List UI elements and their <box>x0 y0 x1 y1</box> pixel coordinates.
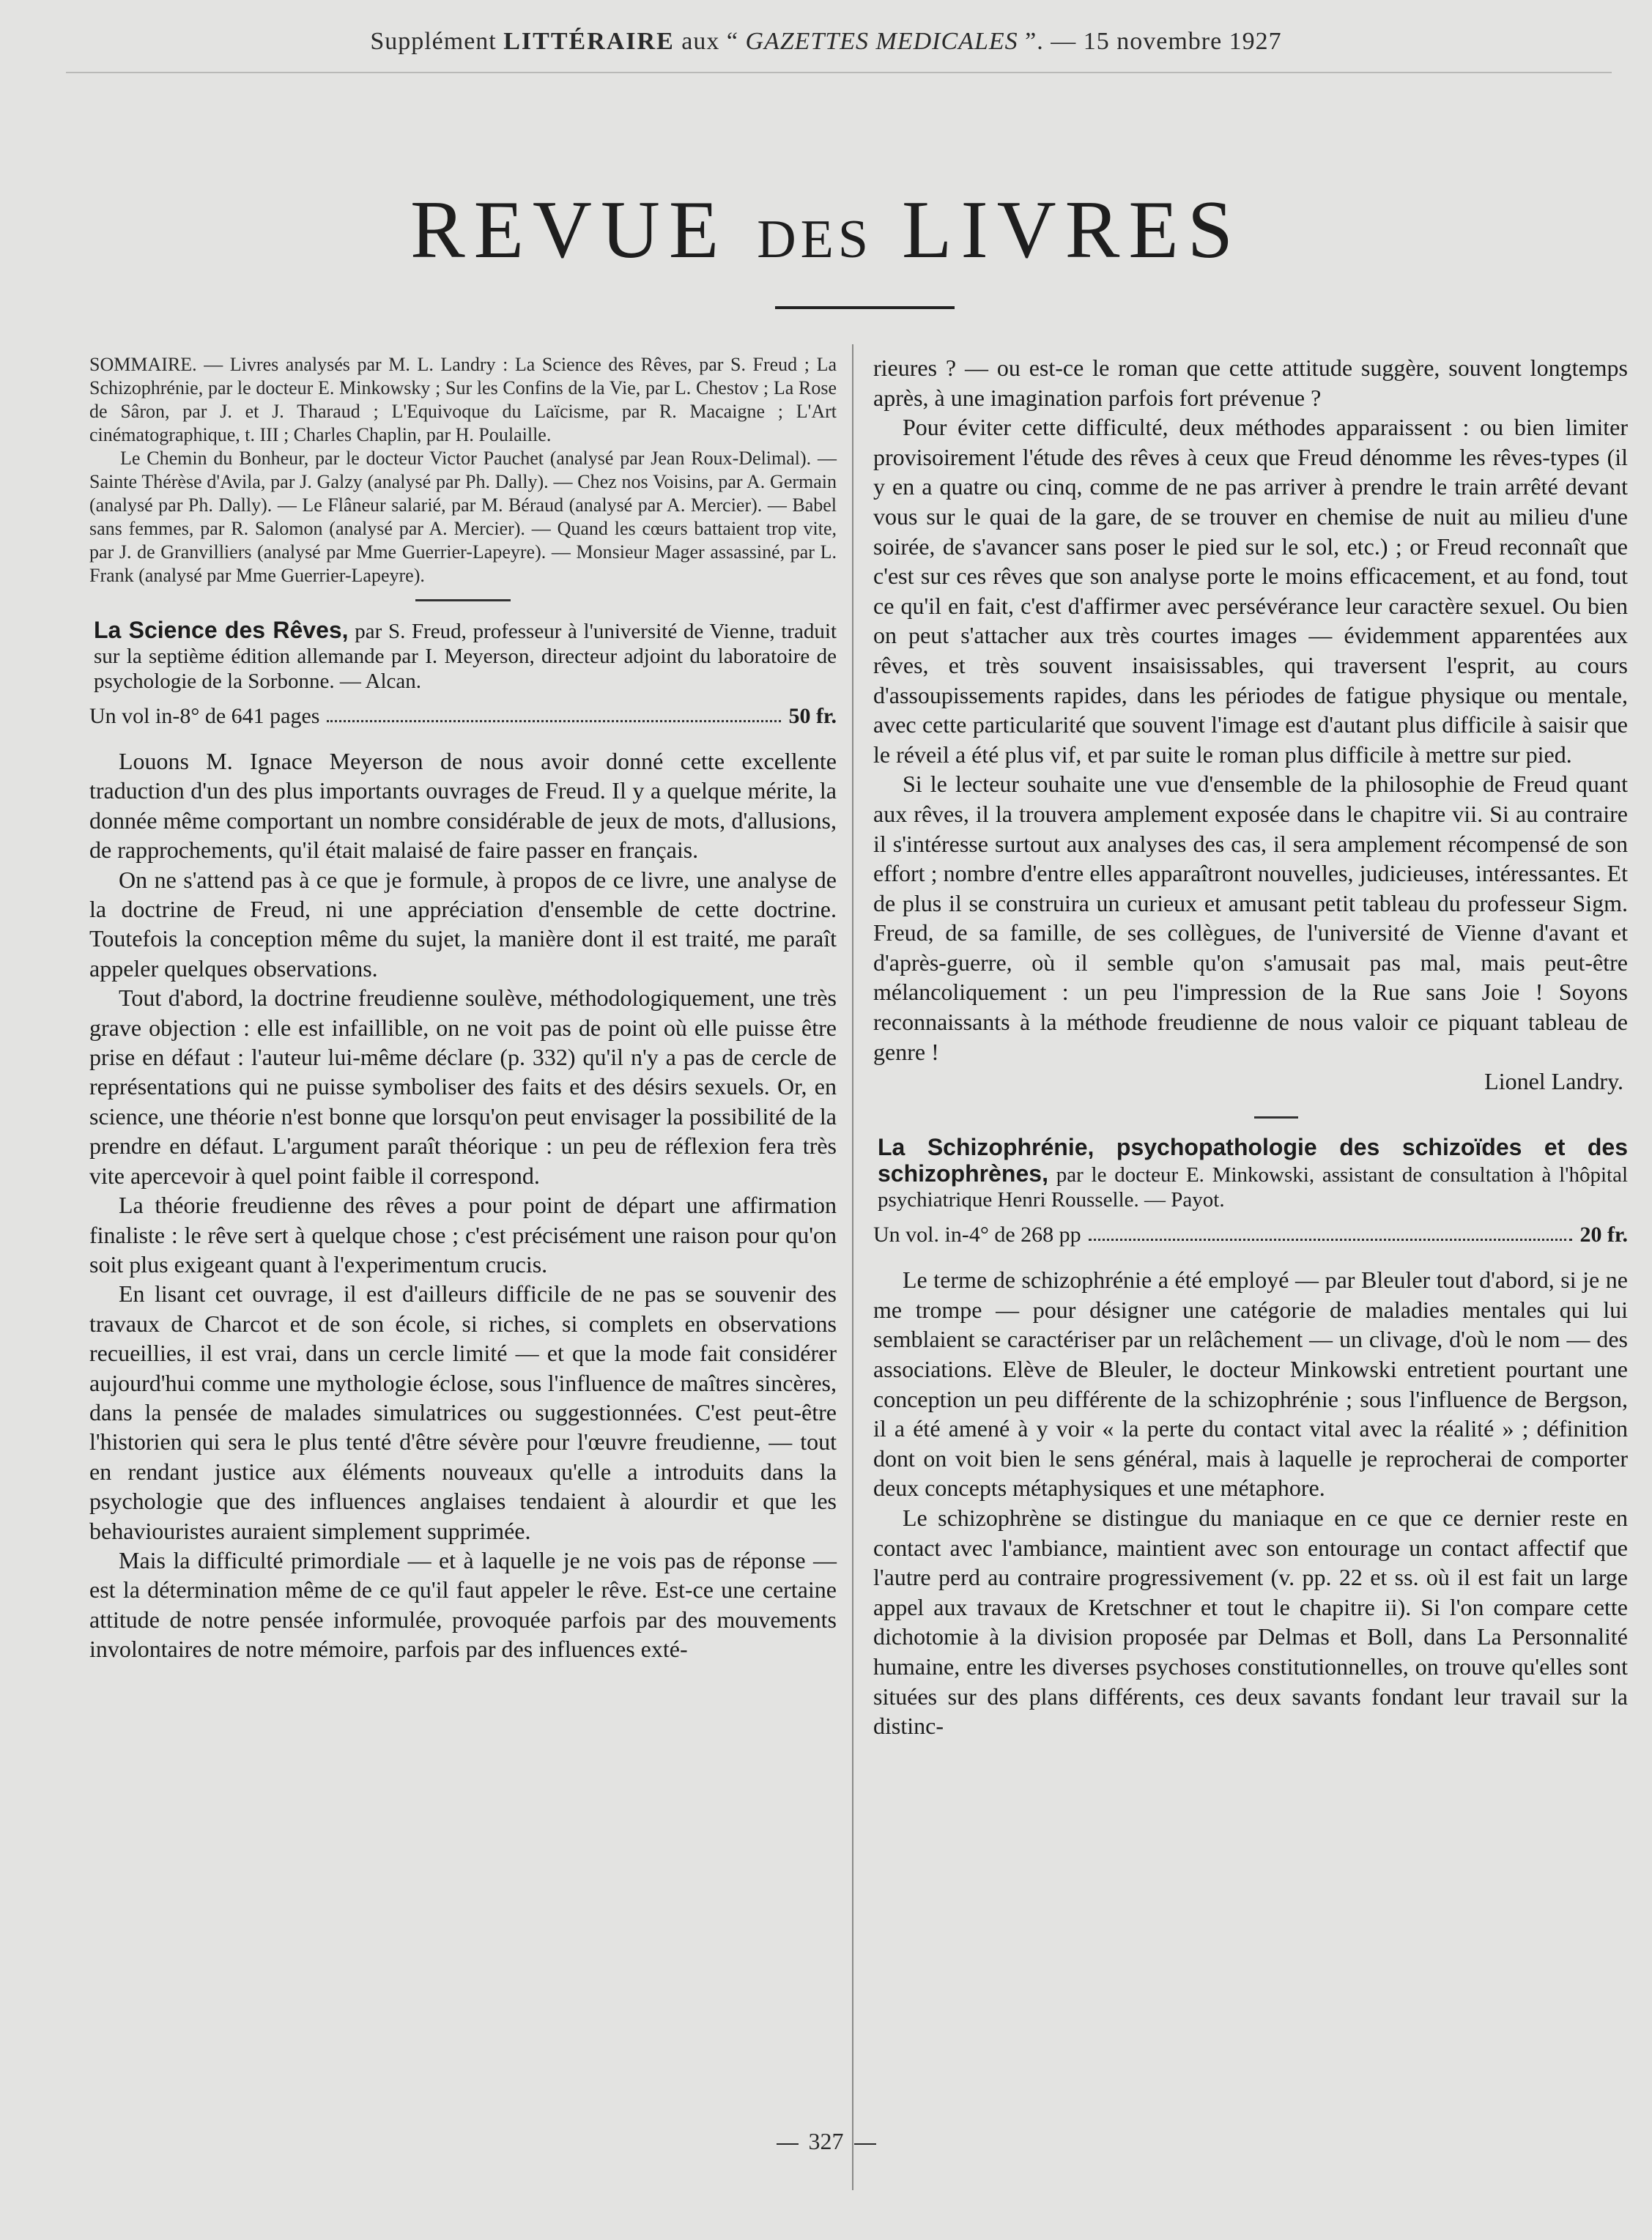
price-line <box>873 1221 1628 1249</box>
review-paragraph: Mais la difficulté primordiale — et à laquelle je ne vois pas de réponse — est la détermination même de ce qu'il faut appeler le rêve. Est-ce une certaine attitude de notre pensée informulée, provoquée parfois par des mouvements involontaires de notre mémoire, parfois par des influences exté- <box>89 1546 837 1663</box>
title-word-des: DES <box>757 209 873 270</box>
title-word-livres: LIVRES <box>902 185 1242 275</box>
left-column <box>89 353 837 1664</box>
price-value: 20 fr. <box>1579 1223 1628 1247</box>
review-heading-science-des-reves <box>89 618 837 694</box>
price-label: Un vol in-8° de 641 pages <box>89 704 320 728</box>
sommaire-paragraph: SOMMAIRE. — Livres analysés par M. L. Landry : La Science des Rêves, par S. Freud ; La Schizophrénie, par le docteur E. Minkowsky ; Sur les Confins de la Vie, par L. Chestov ; La Rose de Sâron, par J. et J. Tharaud ; L'Equivoque du Laïcisme, par R. Macaigne ; L'Art cinématographique, t. III ; Charles Chaplin, par H. Poulaille. <box>89 354 837 445</box>
running-head-litteraire: LITTÉRAIRE <box>503 28 675 55</box>
review-paragraph: Pour éviter cette difficulté, deux méthodes apparaissent : ou bien limiter provisoirement l'étude des rêves à ceux que Freud dénomme les rêves-types (il y en a quatre ou cinq, comme de ne pas arriver à prendre le train arrêté devant vous sur le quai de la gare, de se trouver en chemise de nuit au milieu d'une soirée, de s'avancer sans poser le pied sur le sol, etc.) ; or Freud reconnaît que c'est sur ces rêves que son analyse porte le moins efficacement, et au fond, tout ce qu'il en fait, c'est d'affirmer avec persévérance leur caractère sexuel. Ou bien on peut s'attacher aux très courtes images — évidemment apparentées aux rêves, et très souvent insaisissables, qui traversent l'esprit, au cours d'assoupissements rapides, dans les périodes de fatigue physique ou mentale, avec cette particularité que souvent l'image est d'autant plus difficile à saisir que le réveil a été plus vif, et par suite le roman plus difficile à mettre sur pied. <box>873 414 1628 768</box>
page-number: 327 <box>0 2128 1652 2155</box>
review-paragraph: La théorie freudienne des rêves a pour point de départ une affirmation finaliste : le rêve sert à quelque chose ; c'est précisément une raison pour qu'on soit plus exigeant quant à l'experimentum crucis. <box>89 1192 837 1277</box>
running-head-rule <box>66 72 1612 73</box>
price-line <box>89 702 837 730</box>
running-head <box>0 28 1652 56</box>
book-details: par S. Freud, professeur à l'université de Vienne, traduit sur la septième édition allemande par I. Meyerson, directeur adjoint du laboratoire de psychologie de la Sorbonne. — Alcan. <box>94 620 837 693</box>
review-signature: Lionel Landry. <box>1484 1068 1623 1095</box>
price-leader-dots <box>1089 1221 1573 1241</box>
review-paragraph: Le terme de schizophrénie a été employé — par Bleuler tout d'abord, si je ne me trompe — pour désigner une catégorie de maladies mentales qui lui semblaient se caractériser par un relâchement — un clivage, d'où le nom — des associations. Elève de Bleuler, le docteur Minkowski entretient pourtant une conception un peu différente de la schizophrénie ; sous l'influence de Bergson, il a été amené à y voir « la perte du contact vital avec la réalité » ; définition dont on voit bien le sens général, mais à laquelle je reprocherai de comporter deux concepts métaphysiques et une métaphore. <box>873 1267 1628 1502</box>
review-paragraph: En lisant cet ouvrage, il est d'ailleurs difficile de ne pas se souvenir des travaux de Charcot et de son école, si riches, si complets en observations recueillies, il est vrai, dans un cercle limité — et que la mode fait considérer aujourd'hui comme une mythologie éclose, sous l'influence de maîtres sincères, dans la pensée de malades simulatrices ou suggestionnées. C'est peut-être l'historien qui sera le plus tenté d'être sévère pour l'œuvre freudienne, — tout en rendant justice aux éléments nouveaux qu'elle a introduits dans la psychologie que des influences anglaises tendaient à alourdir et que les behaviouristes auraient simplement supprimée. <box>89 1280 837 1544</box>
running-head-supplement: Supplément <box>370 28 497 55</box>
review-paragraph: On ne s'attend pas à ce que je formule, à propos de ce livre, une analyse de la doctrine de Freud, ni une appréciation d'ensemble de cette doctrine. Toutefois la conception même du sujet, la manière dont il est traité, me paraît appeler quelques observations. <box>89 866 837 982</box>
review-paragraph: Tout d'abord, la doctrine freudienne soulève, méthodologiquement, une très grave objection : elle est infaillible, on ne voit pas de point où elle puisse être prise en défaut : l'auteur lui-même déclare (p. 332) qu'il n'y a pas de cercle de représentations qui ne puisse symboliser des faits et des désirs sexuels. Or, en science, une théorie n'est bonne que lorsqu'on peut envisager la possibilité de la prendre en défaut. L'argument paraît théorique : un peu de réflexion fera très vite apercevoir à quel point faible il correspond. <box>89 984 837 1189</box>
section-rule <box>1254 1116 1298 1119</box>
review-paragraph: Le schizophrène se distingue du maniaque en ce que ce dernier reste en contact avec l'ambiance, maintient avec son entourage un contact affectif que l'autre perd au contraire progressivement (v. pp. 22 et ss. où il est fait un large appel aux travaux de Kretschner et tout le chapitre ii). Si l'on compare cette dichotomie à la division proposée par Delmas et Boll, dans La Personnalité humaine, entre les diverses psychoses constitutionnelles, on trouve qu'elles sont situées sur des plans différents, ces deux savants fondant leur travail sur la distinc- <box>873 1505 1628 1740</box>
book-title: La Schizophrénie, psychopathologie des schizoïdes et des schizophrènes, <box>878 1134 1628 1187</box>
sommaire-paragraph-2: Le Chemin du Bonheur, par le docteur Victor Pauchet (analysé par Jean Roux-Delimal). — Sainte Thérèse d'Avila, par J. Galzy (analysé par Ph. Dally). — Chez nos Voisins, par A. Germain (analysé par Ph. Dally). — Le Flâneur salarié, par M. Béraud (analysé par A. Mercier). — Babel sans femmes, par R. Salomon (analysé par A. Mercier). — Quand les cœurs battaient trop vite, par J. de Granvilliers (analysé par Mme Guerrier-Lapeyre). — Monsieur Mager assassiné, par L. Frank (analysé par Mme Guerrier-Lapeyre). <box>89 448 837 586</box>
title-rule <box>775 306 955 309</box>
page-title <box>0 183 1652 278</box>
review-paragraph-continued: rieures ? — ou est-ce le roman que cette attitude suggère, souvent longtemps après, à une imagination parfois fort prévenue ? <box>873 355 1628 411</box>
review-paragraph: Louons M. Ignace Meyerson de nous avoir donné cette excellente traduction d'un des plus importants ouvrages de Freud. Il y a quelque mérite, la donnée même comportant un nombre considérable de jeux de mots, d'allusions, de rapprochements, qu'il était malaisé de faire passer en français. <box>89 748 837 864</box>
review-paragraph: Si le lecteur souhaite une vue d'ensemble de la philosophie de Freud quant aux rêves, il la trouvera amplement exposée dans le chapitre vii. Si au contraire il s'intéresse surtout aux analyses des cas, il sera amplement récompensé de son effort ; nombre d'entre elles apparaîtront nouvelles, judicieuses, intéressantes. Et de plus il se construira un curieux et amusant petit tableau du professeur Sigm. Freud, de sa famille, de ses collègues, de l'université de Vienne d'avant et d'après-guerre, où il semble qu'on s'amusait pas mal, mais peut-être mélancoliquement : un peu l'impression de la Rue sans Joie ! Soyons reconnaissants à la méthode freudienne de nous valoir ce piquant tableau de genre ! <box>873 771 1628 1065</box>
right-column <box>873 353 1628 1741</box>
price-label: Un vol. in-4° de 268 pp <box>873 1223 1081 1247</box>
book-title: La Science des Rêves, <box>94 617 349 643</box>
column-divider <box>852 344 853 2190</box>
title-word-revue: REVUE <box>410 185 728 275</box>
running-head-aux: aux “ <box>681 28 738 55</box>
price-value: 50 fr. <box>788 704 837 728</box>
running-head-gazettes: GAZETTES MEDICALES <box>745 28 1018 55</box>
sommaire-rule <box>415 599 511 601</box>
price-leader-dots <box>327 702 781 722</box>
book-details: par le docteur E. Minkowski, assistant de consultation à l'hôpital psychiatrique Henri Rousselle. — Payot. <box>878 1163 1629 1212</box>
review-heading-schizophrenie <box>873 1135 1628 1212</box>
running-head-date: ”. — 15 novembre 1927 <box>1025 28 1282 55</box>
